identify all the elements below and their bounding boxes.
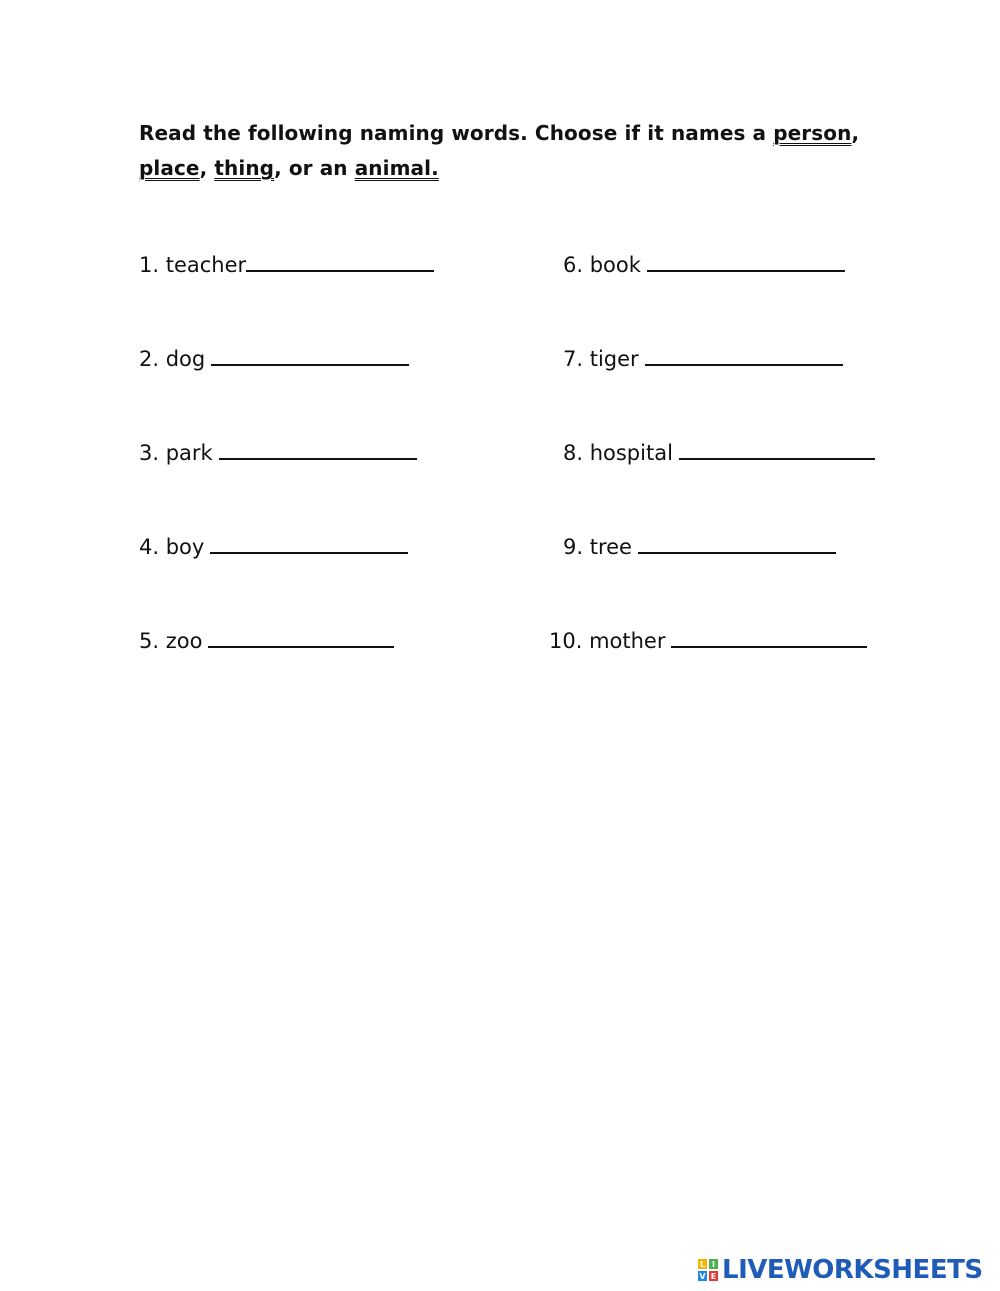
logo-mark-l: L	[697, 1258, 708, 1270]
question-5	[139, 624, 394, 655]
answer-blank-4[interactable]	[210, 530, 408, 554]
question-label: 7. tiger	[563, 347, 639, 371]
instructions-text	[139, 116, 879, 186]
instructions-sep1: ,	[851, 121, 860, 145]
question-6	[563, 248, 845, 279]
keyword-thing: thing	[214, 156, 275, 180]
question-label: 3. park	[139, 441, 213, 465]
instructions-sep2: ,	[199, 156, 215, 180]
logo-mark-v: V	[697, 1270, 708, 1282]
answer-blank-2[interactable]	[211, 342, 409, 366]
question-label: 5. zoo	[139, 629, 203, 653]
liveworksheets-logo-text: LIVEWORKSHEETS	[722, 1255, 983, 1285]
keyword-person: person	[773, 121, 852, 145]
answer-blank-1[interactable]	[246, 248, 434, 272]
keyword-animal: animal.	[354, 156, 439, 180]
instructions-part1: Read the following naming words. Choose if it names a	[139, 121, 774, 145]
liveworksheets-logo-icon	[697, 1258, 719, 1282]
question-4	[139, 530, 408, 561]
question-label: 10. mother	[549, 629, 666, 653]
answer-blank-3[interactable]	[219, 436, 417, 460]
logo-mark-e: E	[708, 1270, 719, 1282]
question-label: 4. boy	[139, 535, 205, 559]
liveworksheets-logo	[697, 1253, 983, 1287]
instructions-sep3: , or an	[274, 156, 355, 180]
answer-blank-8[interactable]	[679, 436, 875, 460]
question-7	[563, 342, 843, 373]
answer-blank-9[interactable]	[638, 530, 836, 554]
question-label: 2. dog	[139, 347, 206, 371]
question-label: 6. book	[563, 253, 641, 277]
question-label: 1. teacher	[139, 253, 247, 277]
question-10	[549, 624, 867, 655]
question-label: 8. hospital	[563, 441, 673, 465]
question-label: 9. tree	[563, 535, 632, 559]
answer-blank-10[interactable]	[671, 624, 867, 648]
question-8	[563, 436, 875, 467]
answer-blank-6[interactable]	[647, 248, 845, 272]
answer-blank-7[interactable]	[645, 342, 843, 366]
keyword-place: place	[139, 156, 200, 180]
question-9	[563, 530, 836, 561]
logo-mark-i: I	[708, 1258, 719, 1270]
question-1	[139, 248, 434, 279]
answer-blank-5[interactable]	[208, 624, 394, 648]
question-2	[139, 342, 409, 373]
question-3	[139, 436, 417, 467]
